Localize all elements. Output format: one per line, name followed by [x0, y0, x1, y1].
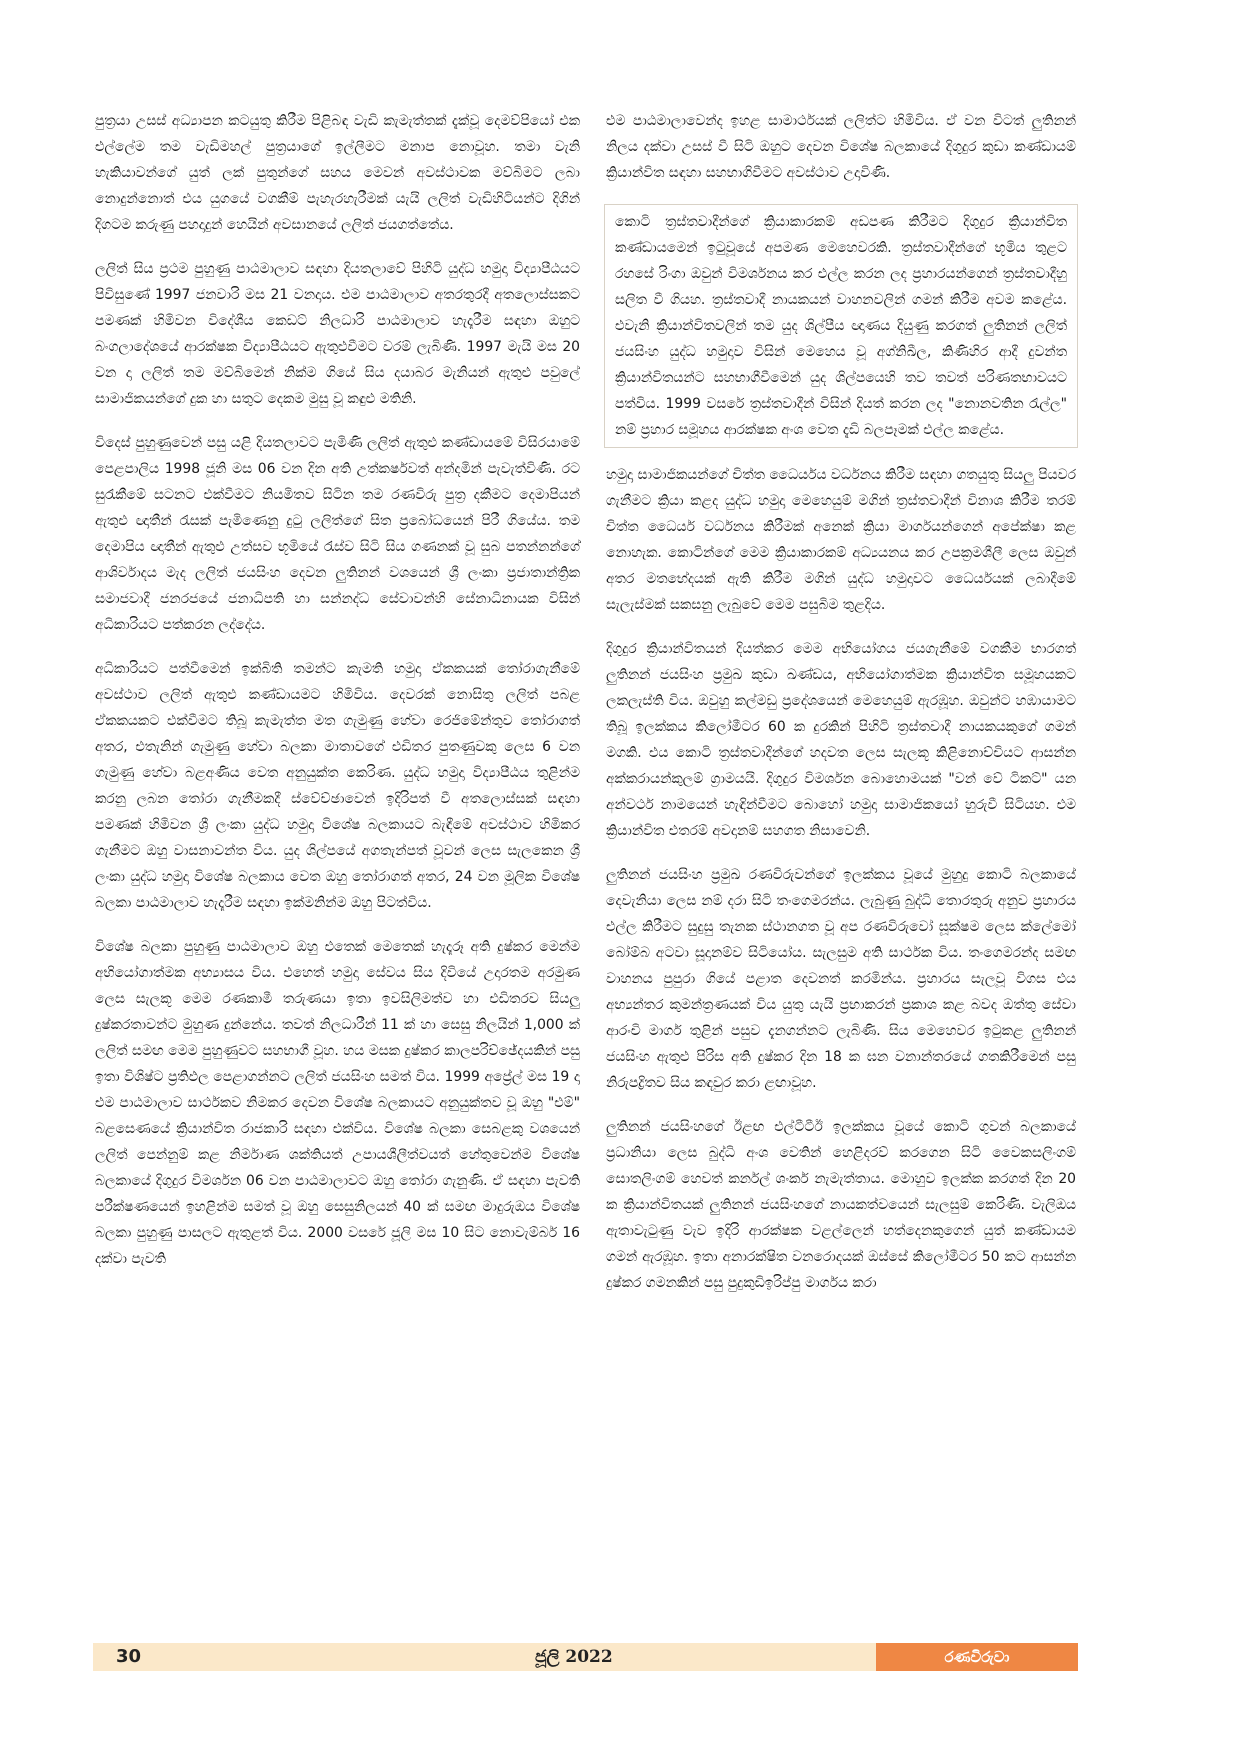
magazine-name: රණවිරුවා	[876, 1643, 1078, 1671]
article-paragraph: විදෙස් පුහුණුවෙන් පසු යළි දියතලාවට පැමිණි ලලිත් ඇතුළු කණ්ඩායමේ විසිරයාමේ පෙළපාලිය 1998 ජූනි මස 06 වන දින අති උත්කර්ෂවත් අන්දමින් පැවැත්විණි. රට සුරැකීමේ සටනට එක්වීමට නියමිතව සිටින තම රණවිරු පුත්‍ර දකීමට දෙමාපියන් ඇතුළු ඥාතීන් රැසක් පැමිණෙනු දුටු ලලිත්ගේ සිත ප්‍රබෝධයෙන් පිරී ගියේය. තම දෙමාපිය ඥාතීන් ඇතුළු උත්සව භූමියේ රැස්ව සිටි සිය ගණනක් වූ සුබ පතන්නන්ගේ ආශිර්වාදය මැද ලලිත් ජයසිංහ දෙවන ලුතිනන් වශයෙන් ශ්‍රී ලංකා ප්‍රජාතාන්ත්‍රික සමාජවාදී ජනරජයේ ජනාධිපති හා සන්නද්ධ සේවාවන්හි සේනාධිනායක විසින් අධිකාරියට පත්කරන ලද්දේය.	[95, 435, 580, 633]
left-column	[93, 108, 582, 1290]
issue-date: ජූලි 2022	[535, 1647, 613, 1667]
article-paragraph: අධිකාරියට පත්වීමෙන් ඉක්බිති තමන්ට කැමති හමුදා ඒකකයක් තෝරාගැනීමේ අවස්ථාව ලලිත් ඇතුළු කණ්ඩායමට හිමිවිය. දෙවරක් නොසිතු ලලිත් පබළ ඒකකයකට එක්වීමට තිබූ කැමැත්ත මත ගැමුණු හේවා රෙජිමේන්තුව තෝරාගත් අතර, එතැනින් ගැමුණු හේවා බලකා මාතාවගේ එඩිතර පුතණුවකු ලෙස 6 වන ගැමුණු හේවා බළඅණිය වෙත අනුයුක්ත කෙරිණ. යුද්ධ හමුදා විද්‍යාපීඨය තුළින්ම කරනු ලබන තෝරා ගැනීමකදී ස්වේච්ඡාවෙන් ඉදිරිපත් වී අතලොස්සක් සඳහා පමණක් හිමිවන ශ්‍රී ලංකා යුද්ධ හමුදා විශේෂ බලකායට බැඳීමේ අවස්ථාව හිමිකර ගැනීමට ඔහු වාසනාවන්ත විය. යුද ශිල්පයේ අගතැන්පත් වූවන් ලෙස සැලකෙන ශ්‍රී ලංකා යුද්ධ හමුදා විශේෂ බලකාය වෙත ඔහු තෝරාගත් අතර, 24 වන මූලික විශේෂ බලකා පාඨමාලාව හැදෑරීම සඳහා ඉක්මනින්ම ඔහු පිටත්විය.	[95, 661, 580, 911]
boxed-paragraph: කොටි ත්‍රස්තවාදීන්ගේ ක්‍රියාකාරකම් අඩපණ කිරීමට දිගුදුර ක්‍රියාන්විත කණ්ඩායමෙන් ඉටුවූයේ අපමණ මෙහෙවරකි. ත්‍රස්තවාදීන්ගේ භූමිය තුළට රහසේ රිංගා ඔවුන් විමර්ශනය කර එල්ල කරන ලද ප්‍රහාරයන්ගෙන් ත්‍රස්තවාදීහු සලිත වී ගියහ. ත්‍රස්තවාදී නායකයන් වාහනවලින් ගමන් කිරීම අවම කළේය. එවැනි ක්‍රියාන්විතවලින් තම යුද ශිල්පීය ඥාණය දියුණු කරගත් ලුතිනන් ලලිත් ජයසිංහ යුද්ධ හමුදාව විසින් මෙහෙය වූ අග්නිඛීල, කිණිහිර ආදී දුවන්ත ක්‍රියාන්විතයන්ට සහභාගීවීමෙන් යුද ශිල්පයෙහි තව තවත් පරිණතභාවයට පත්විය. 1999 වසරේ ත්‍රස්තවාදීන් විසින් දියත් කරන ලද "නොනවතින රැල්ල" නම් ප්‍රහාර සමූහය ආරක්ෂක අංශ වෙත දැඩි බලපෑමක් එල්ල කළේය.	[604, 204, 1078, 448]
article-paragraph: දිගුදුර ක්‍රියාන්විතයන් දියත්කර මෙම අභියෝගය ජයගැනීමේ වගකීම භාරගත් ලුතිනන් ජයසිංහ ප්‍රමුඛ කුඩා ඛණ්ඩය, අභියෝගාත්මක ක්‍රියාන්විත සමූහයකට ලකලැස්ති විය. ඔවුහු කල්මඩු ප්‍රදේශයෙන් මෙහෙයුම් ඇරඹූහ. ඔවුන්ට හඹායාමට තිබූ ඉලක්කය කිලෝමීටර 60 ක දුරකින් පිහිටි ත්‍රස්තවාදී නායකයකුගේ ගමන් මගකි. එය කොටි ත්‍රස්තවාදීන්ගේ හදවත ලෙස සැලකූ කිළිනොච්චියට ආසන්න අක්කරායන්කුලම් ග්‍රාමයයි. දිගුදුර විමර්ශන බොහොමයක් "වන් වේ ටිකට්" යන අන්වර්ථ නාමයෙන් හැඳින්වීමට බොහෝ හමුදා සාමාජිකයෝ හුරුවී සිටියහ. එම ක්‍රියාන්විත එතරම් අවදානම් සහගත නිසාවෙනි.	[606, 641, 1076, 839]
article-paragraph: පුත්‍රයා උසස් අධ්‍යාපන කටයුතු කිරීම පිළිබඳ වැඩි කැමැත්තක් දැක්වූ දෙමව්පියෝ එක එල්ලේම තම වැඩිමහල් පුත්‍රයාගේ ඉල්ලීමට මනාප නොවූහ. තමා වැනි හැකියාවන්ගේ යුත් ලක් පුතුන්ගේ සහය මෙවන් අවස්ථාවක මව්බිමට ලබා නොදුන්නොත් එය යුගයේ වගකීම් පැහැරහැරීමක් යැයි ලලිත් වැඩිහිටියන්ට දිගින් දිගටම කරුණු පහදාදුන් හෙයින් අවසානයේ ලලිත් ජයගත්තේය.	[95, 113, 580, 233]
right-column	[604, 108, 1078, 1314]
article-paragraph: හමුදා සාමාජිකයන්ගේ චිත්ත ධෛර්යය වර්ධනය කිරීම සඳහා ගතයුතු සියලු පියවර ගැනීමට ක්‍රියා කළද යුද්ධ හමුදා මෙහෙයුම් මගින් ත්‍රස්තවාදීන් විනාශ කිරීම තරම් චිත්ත ධෛර්ය වර්ධනය කිරීමක් අනෙක් ක්‍රියා මාර්ගයන්ගෙන් අපේක්ෂා කළ නොහැක. කොටින්ගේ මෙම ක්‍රියාකාරකම් අධ්‍යයනය කර උපක්‍රමශීලී ලෙස ඔවුන් අතර මතභේදයක් ඇති කිරීම මගින් යුද්ධ හමුදාවට ධෛර්යයක් ලබාදීමේ සැලැස්මක් සකසනු ලැබුවේ මෙම පසුබිම තුළදිය.	[606, 467, 1076, 613]
article-paragraph: ලුතිනන් ජයසිංහ ප්‍රමුඛ රණවිරුවන්ගේ ඉලක්කය වූයේ මුහුදු කොටි බලකායේ දෙවැනියා ලෙස නම් දරා සිටි තංගෙමරන්ය. ලැබුණු බුද්ධි තොරතුරු අනුව ප්‍රහාරය එල්ල කිරීමට සුදුසු තැනක ස්ථානගත වූ අප රණවිරුවෝ සූක්ෂම ලෙස ක්ලේමෝ බෝම්බ අටවා සූදානම්ව සිටියෝය. සැලසුම අති සාර්ථක විය. තංගෙමරන්ද සමඟ වාහනය පුපුරා ගියේ පළාත දෙවනත් කරමින්ය. ප්‍රහාරය සැලවූ විගස එය අභ්‍යන්තර කුමන්ත්‍රණයක් විය යුතු යැයි ප්‍රභාකරන් ප්‍රකාශ කළ බවද ඔත්තු සේවා ආරංචි මාර්ග තුළින් පසුව දැනගන්නට ලැබිණි. සිය මෙහෙවර ඉටුකළ ලුතිනන් ජයසිංහ ඇතුළු පිරිස අති දුෂ්කර දින 18 ක ඝන වනාන්තරයේ ගතකිරීමෙන් පසු නිරුපද්‍රිතව සිය කඳවුර කරා ළඟාවූහ.	[606, 867, 1076, 1091]
page-number: 30	[116, 1646, 142, 1667]
article-paragraph: ලුතිනන් ජයසිංහගේ ඊළඟ එල්ටීටීඊ ඉලක්කය වූයේ කොටි ගුවන් බලකායේ ප්‍රධානියා ලෙස බුද්ධි අංශ වෙතින් හෙළිදරව් කරගෙන සිටි වෛකසලිංගම් සොතලිංගම් හෙවත් කර්නල් ශංකර් නැමැත්තාය. මොහුව ඉලක්ක කරගත් දින 20 ක ක්‍රියාන්විතයක් ලුතිනන් ජයසිංහගේ නායකත්වයෙන් සැලසුම් කෙරිණි. වැලිඔය ඇතාවැටුණු වැව ඉදිරි ආරක්ෂක වළල්ලෙන් හත්දෙනකුගෙන් යුත් කණ්ඩායම ගමන් ඇරඹූහ. ඉතා අනාරක්ෂිත වනරොදයක් ඔස්සේ කිලෝමීටර 50 කට ආසන්න දුෂ්කර ගමනකින් පසු පුදුකුඩිඉරිප්පු මාර්ගය කරා	[606, 1119, 1076, 1291]
article-paragraph: විශේෂ බලකා පුහුණු පාඨමාලාව ඔහු එතෙක් මෙතෙක් හැදෑරූ අති දුෂ්කර මෙන්ම අභියෝගාත්මක අභ්‍යාසය විය. එහෙත් හමුදා සේවය සිය දිවියේ උදාරතම අරමුණ ලෙස සැලකූ මෙම රණකාමී තරුණයා ඉතා ඉවසිලිමත්ව හා එඩිතරව සියලු දුෂ්කරතාවන්ට මුහුණ දුන්නේය. තවත් නිලධාරීන් 11 ක් හා සෙසු නිලයින් 1,000 ක් ලලිත් සමඟ මෙම පුහුණුවට සහභාගී වූහ. හය මසක දුෂ්කර කාලපරිච්ඡේදයකින් පසු ඉතා විශිෂ්ට ප්‍රතිඵල පෙළාගන්නට ලලිත් ජයසිංහ සමත් විය. 1999 අප්‍රේල් මස 19 දා එම පාඨමාලාව සාර්ථකව නිමකර දෙවන විශේෂ බලකායට අනුයුක්තව වූ ඔහු "එම්" බළසෙණයේ ක්‍රියාන්විත රාජකාරි සඳහා එක්විය. විශේෂ බලකා සෙබළකු වශයෙන් ලලිත් පෙන්නුම් කළ නිර්මාණ ශක්තියත් උපායශීලීත්වයත් හේතුවෙන්ම විශේෂ බලකායේ දිගුදුර විමර්ශන 06 වන පාඨමාලාවට ඔහු තෝරා ගැනුණි. ඒ සඳහා පැවති පරීක්ෂණයෙන් ඉහළින්ම සමත් වූ ඔහු සෙසුනිලයන් 40 ක් සමඟ මාදුරුඔය විශේෂ බලකා පුහුණු පාසලට ඇතුළත් විය. 2000 වසරේ ජූලි මස 10 සිට නොවැම්බර් 16 දක්වා පැවති	[95, 939, 580, 1267]
article-paragraph: ලලිත් සිය ප්‍රථම පුහුණු පාඨමාලාව සඳහා දියතලාවේ පිහිටි යුද්ධ හමුදා විද්‍යාපීඨයට පිවිසුණේ 1997 ජනවාරි මස 21 වනදාය. එම පාඨමාලාව අතරතුරදී අතලොස්සකට පමණක් හිමිවන විදේශීය කෙඩට් නිලධාරි පාඨමාලාව හැදෑරීම සඳහා ඔහුට බංගලාදේශයේ ආරක්ෂක විද්‍යාපීඨයට ඇතුළුවීමට වරම් ලැබිණි. 1997 මැයි මස 20 වන දා ලලිත් තම මව්බිමෙන් නික්ම ගියේ සිය දයාබර මැනියන් ඇතුළු පවුලේ සාමාජිකයන්ගේ දුක හා සතුට දෙකම මුසු වූ කඳුළු මතිනි.	[95, 261, 580, 407]
article-paragraph: එම පාඨමාලාවෙන්ද ඉහළ සාමාර්ථයක් ලලිත්ට හිමිවිය. ඒ වන විටත් ලුතිනන් නිලය දක්වා උසස් වී සිටි ඔහුට දෙවන විශේෂ බලකායේ දිගුදුර කුඩා කණ්ඩායම් ක්‍රියාන්විත සඳහා සහභාගිවීමට අවස්ථාව උදාවිණි.	[606, 113, 1076, 181]
